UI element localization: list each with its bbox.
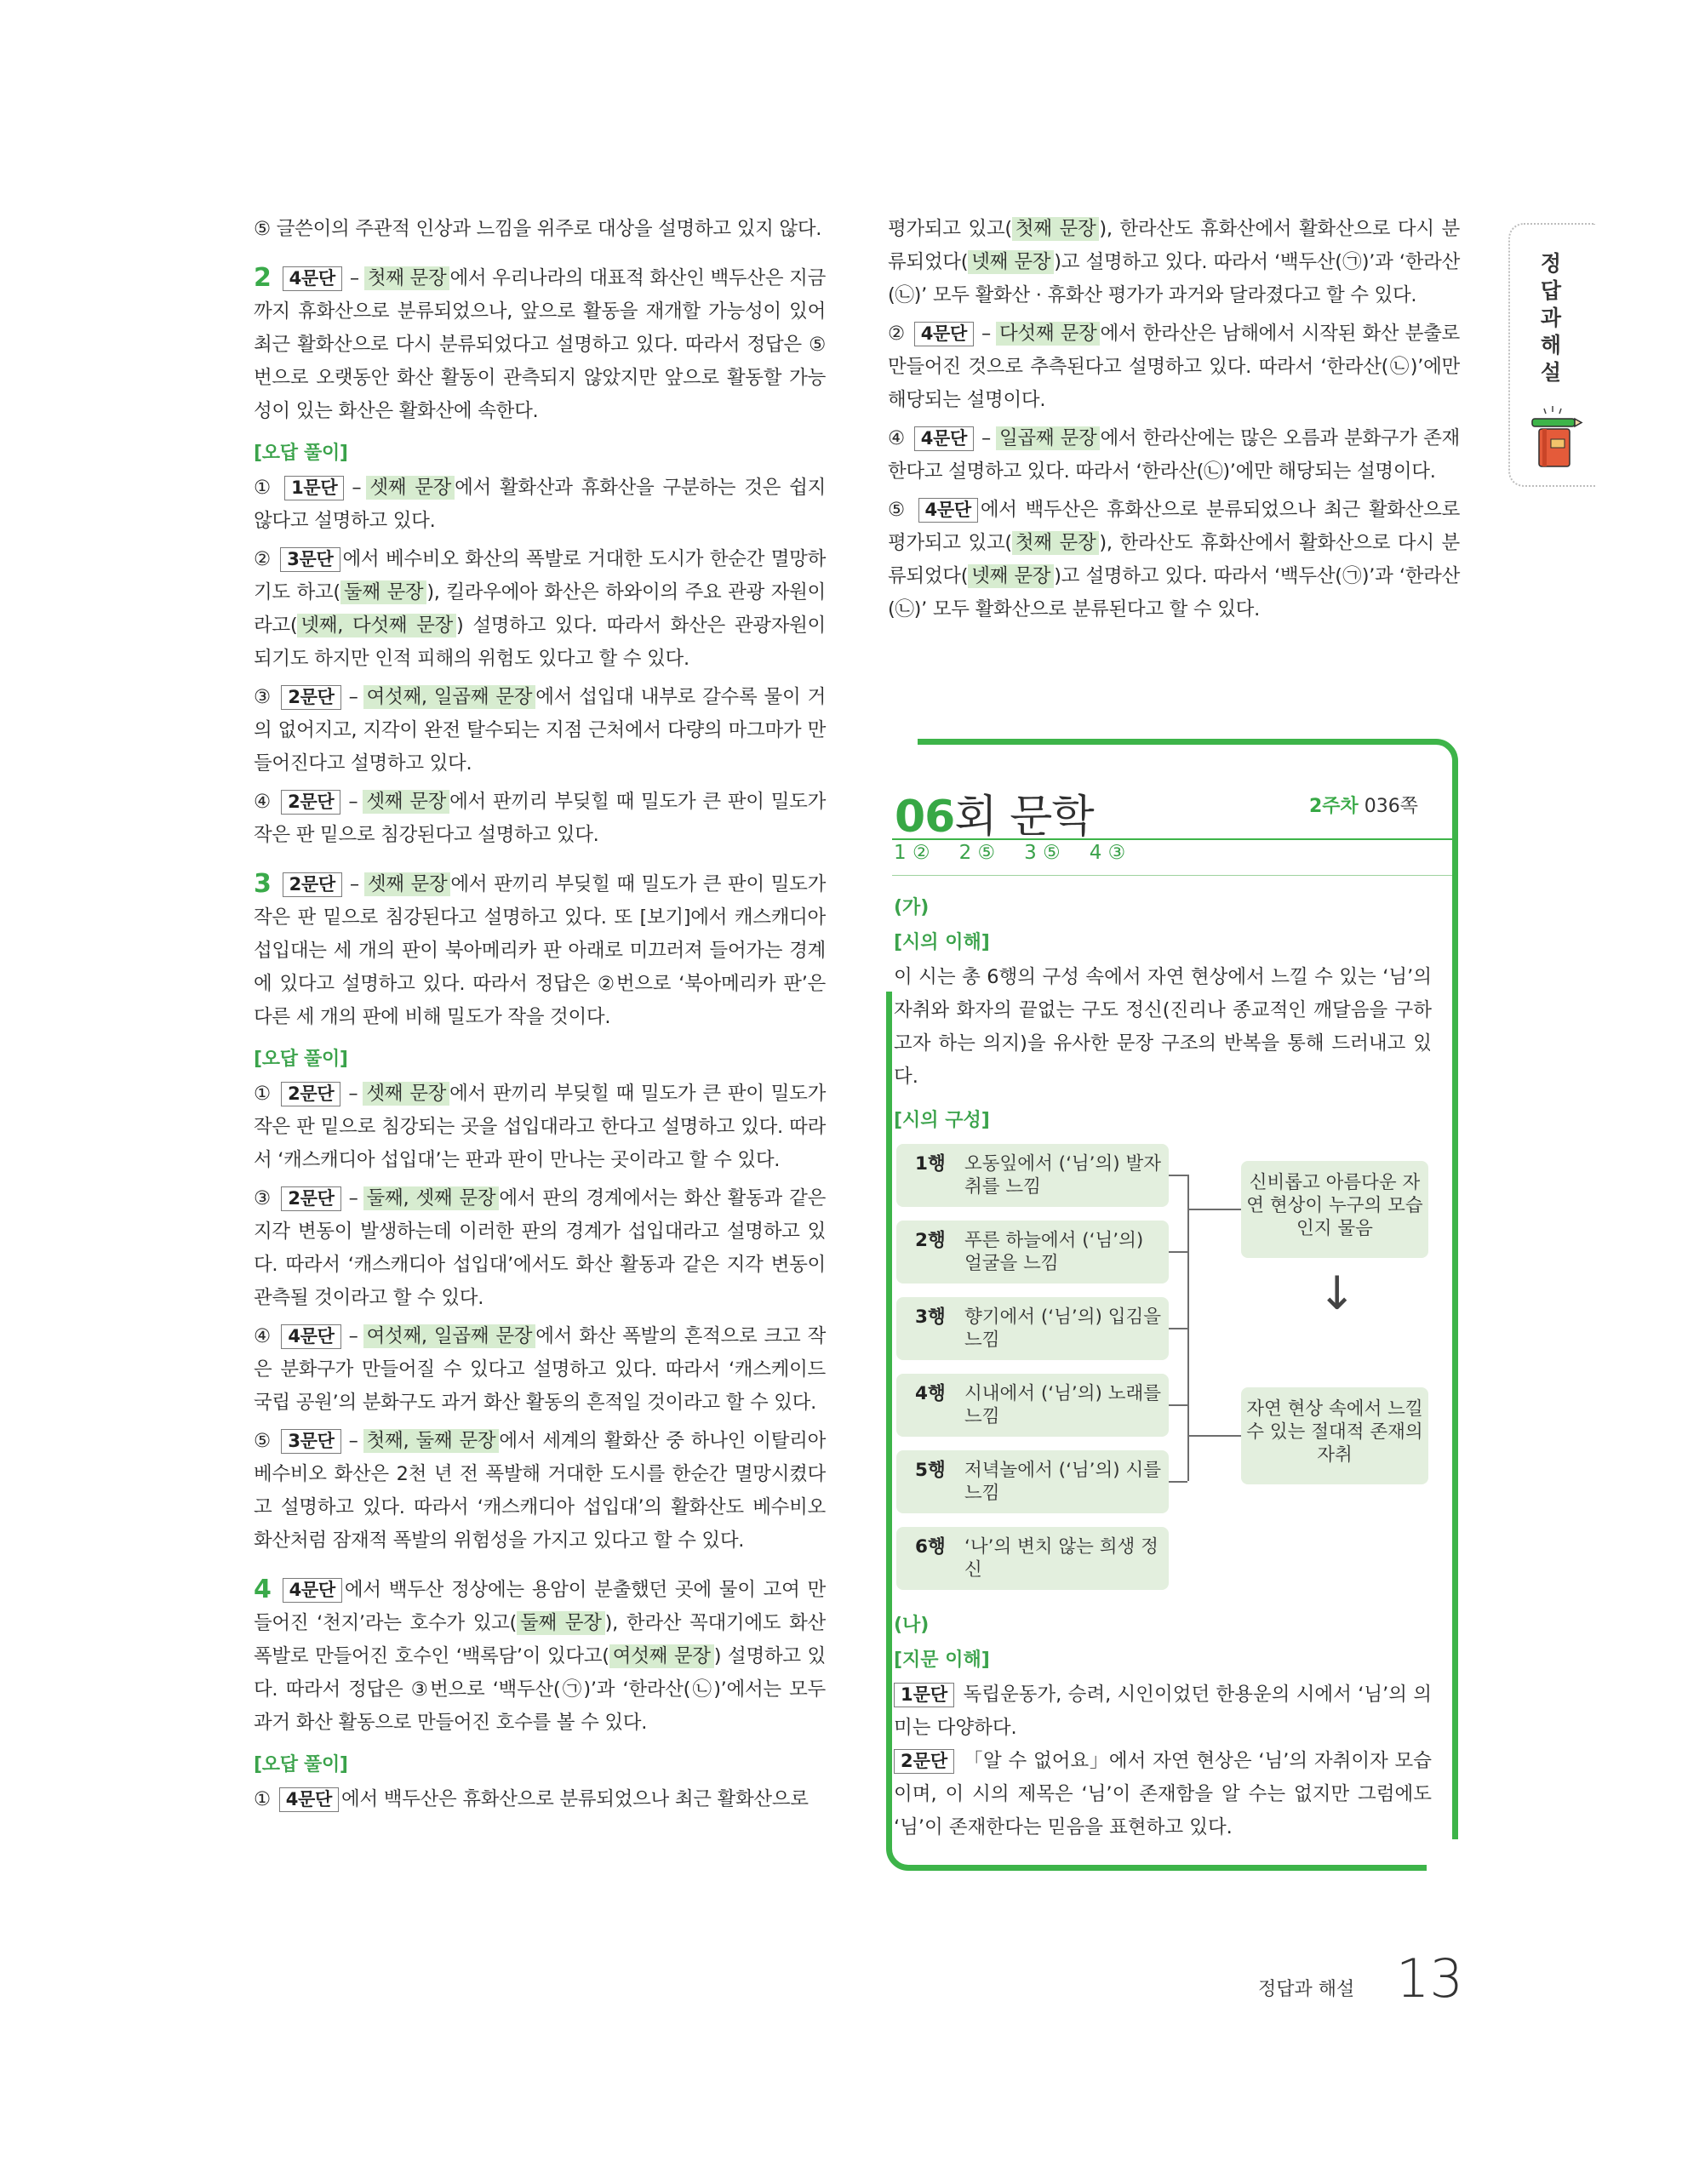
side-tab-label: 정답과해설	[1540, 251, 1562, 385]
section-side-tab	[1508, 223, 1595, 487]
q2-wrong-3: ③ 2문단 – 여섯째, 일곱째 문장 에서 섭입대 내부로 갈수록 물이 거의 없어지고, 지각이 완전 탈수되는 지점 근처에서 다량의 마그마가 만들어진다고 설명하고 있다.	[254, 686, 827, 775]
q3-wrong-4: ④ 4문단 – 여섯째, 일곱째 문장 에서 화산 폭발의 흔적으로 크고 작은 분화구가 만들어질 수 있다고 설명하고 있다. 따라서 ‘캐스케이드 국립 공원’의 분화구도 과거 화산 활동의 흔적일 것이라고 할 수 있다.	[254, 1325, 827, 1414]
q2-text: 에서 우리나라의 대표적 화산인 백두산은 지금까지 휴화산으로 분류되었으나, 앞으로 활동을 재개할 가능성이 있어 최근 활화산으로 다시 분류되었다고 설명하고 있다. 따라서 정답은 ⑤번으로 오랫동안 화산 활동이 관측되지 않았지만 앞으로 활동할 가능성이 있는 화산은 활화산에 속한다.	[254, 267, 827, 422]
paragraph-box: 4문단	[283, 266, 342, 291]
q4-number: 4	[254, 1575, 272, 1604]
q3-wrong-5: ⑤ 3문단 – 첫째, 둘째 문장 에서 세계의 활화산 중 하나인 이탈리아 베수비오 화산은 2천 년 전 폭발해 거대한 도시를 한순간 멸망시켰다고 설명하고 있다. 따라서 ‘캐스캐디아 섭입대’의 활화산도 베수비오 화산처럼 잠재적 폭발의 위험성을 가지고 있다고 할 수 있다.	[254, 1430, 826, 1552]
literature-answer-box	[886, 739, 1458, 1871]
passage-understanding-heading: [지문 이해]	[894, 1649, 990, 1671]
q3-wrong-3: ③ 2문단 – 둘째, 셋째 문장 에서 판의 경계에서는 화산 활동과 같은 지각 변동이 발생하는데 이러한 판의 경계가 섭입대라고 설명하고 있다. 따라서 ‘캐스캐디아 섭입대’에서도 화산 활동과 같은 지각 변동이 관측될 것이라고 할 수 있다.	[254, 1187, 826, 1309]
q4-wrong-2: ② 4문단 – 다섯째 문장 에서 한라산은 남해에서 시작된 화산 분출로 만들어진 것으로 추측된다고 설명하고 있다. 따라서 ‘한라산(㉡)’에만 해당되는 설명이다.	[888, 323, 1460, 411]
structure-row: 5행 저녁놀에서 (‘님’의) 시를 느낌	[896, 1450, 1169, 1513]
q4-wrong-1-continued: 평가되고 있고( 첫째 문장 ), 한라산도 휴화산에서 활화산으로 다시 분류되었다( 넷째 문장 )고 설명하고 있다. 따라서 ‘백두산(㉠)’과 ‘한라산(㉡)’ 모두 활화산 · 휴화산 평가가 과거와 달라졌다고 할 수 있다.	[888, 218, 1460, 306]
na-heading: (나)	[894, 1615, 930, 1636]
q2-number: 2	[254, 263, 272, 293]
q4-wrong-1: ① 4문단 에서 백두산은 휴화산으로 분류되었으나 최근 활화산으로	[254, 1788, 809, 1810]
structure-row: 3행 향기에서 (‘님’의) 입김을 느낌	[896, 1297, 1169, 1360]
conclusion-box-question: 신비롭고 아름다운 자연 현상이 누구의 모습인지 물음	[1241, 1161, 1428, 1258]
q2-answer: 2 4문단 – 첫째 문장 에서 우리나라의 대표적 화산인 백두산은 지금까지 휴화산으로 분류되었으나, 앞으로 활동을 재개할 가능성이 있어 최근 활화산으로 다시 분류되었다고 설명하고 있다. 따라서 정답은 ⑤번으로 오랫동안 화산 활동이 관측되지 않았지만 앞으로 활동할 가능성이 있는 화산은 활화산에 속한다.	[254, 263, 827, 422]
page-number: 13	[1396, 1947, 1463, 2010]
q1-option-5: ⑤ 글쓴이의 주관적 인상과 느낌을 위주로 대상을 설명하고 있지 않다.	[254, 218, 822, 240]
poem-understanding-text: 이 시는 총 6행의 구성 속에서 자연 현상에서 느낄 수 있는 ‘님’의 자취와 화자의 끝없는 구도 정신(진리나 종교적인 깨달음을 구하고자 하는 의지)을 유사한 문장 구조의 반복을 통해 드러내고 있다.	[894, 966, 1432, 1088]
answer-key-item: 1 ②	[894, 842, 930, 864]
q2-wrong-4: ④ 2문단 – 셋째 문장 에서 판끼리 부딪힐 때 밀도가 큰 판이 밀도가 작은 판 밑으로 침강된다고 설명하고 있다.	[254, 791, 827, 846]
divider	[892, 875, 1452, 876]
lit-title: 06회 문학	[895, 792, 1094, 843]
structure-row: 1행 오동잎에서 (‘님’의) 발자취를 느낌	[896, 1144, 1169, 1207]
literature-body	[894, 891, 1432, 1844]
book-pencil-icon	[1527, 403, 1583, 472]
left-column	[254, 213, 826, 1821]
structure-row: 2행 푸른 하늘에서 (‘님’의) 얼굴을 느낌	[896, 1221, 1169, 1284]
down-arrow-icon: ↓	[1318, 1266, 1357, 1320]
q4-wrong-5: ⑤ 4문단 에서 백두산은 휴화산으로 분류되었으나 최근 활화산으로 평가되고 있고( 첫째 문장 ), 한라산도 휴화산에서 활화산으로 다시 분류되었다( 넷째 문장 )고 설명하고 있다. 따라서 ‘백두산(㉠)’과 ‘한라산(㉡)’ 모두 활화산으로 분류된다고 할 수 있다.	[888, 499, 1461, 620]
sentence-highlight: 첫째 문장	[364, 266, 450, 290]
q2-wrong-1: ① 1문단 – 셋째 문장 에서 활화산과 휴화산을 구분하는 것은 쉽지 않다고 설명하고 있다.	[254, 477, 827, 532]
poem-structure-heading: [시의 구성]	[894, 1110, 990, 1131]
right-column	[888, 213, 1460, 632]
answer-key-item: 2 ⑤	[958, 842, 996, 864]
answer-key-row	[894, 842, 1154, 864]
passage-paragraph-2: 2문단 「알 수 없어요」에서 자연 현상은 ‘님’의 자취이자 모습이며, 이 시의 제목은 ‘님’이 존재함을 알 수는 없지만 그럼에도 ‘님’이 존재한다는 믿음을 표현하고 있다.	[894, 1750, 1433, 1838]
q2-wrong-2: ② 3문단 에서 베수비오 화산의 폭발로 거대한 도시가 한순간 멸망하기도 하고( 둘째 문장 ), 킬라우에아 화산은 하와이의 주요 관광 자원이라고( 넷째, 다섯째 문장 ) 설명하고 있다. 따라서 화산은 관광자원이 되기도 하지만 인적 피해의 위험도 있다고 할 수 있다.	[254, 548, 827, 670]
answer-key-item: 3 ⑤	[1024, 842, 1061, 864]
structure-row: 4행 시내에서 (‘님’의) 노래를 느낌	[896, 1374, 1169, 1437]
wrong-answer-heading: [오답 풀이]	[254, 443, 348, 464]
ga-heading: (가)	[894, 897, 930, 918]
q3-answer: 3 2문단 – 셋째 문장 에서 판끼리 부딪힐 때 밀도가 큰 판이 밀도가 작은 판 밑으로 침강된다고 설명하고 있다. 또 [보기]에서 캐스캐디아 섭입대는 세 개의 판이 북아메리카 판 아래로 미끄러져 들어가는 경계에 있다고 설명하고 있다. 따라서 정답은 ②번으로 ‘북아메리카 판’은 다른 세 개의 판에 비해 밀도가 작을 것이다.	[254, 869, 827, 1028]
q3-wrong-1: ① 2문단 – 셋째 문장 에서 판끼리 부딪힐 때 밀도가 큰 판이 밀도가 작은 판 밑으로 침강되는 곳을 섭입대라고 한다고 설명하고 있다. 따라서 ‘캐스캐디아 섭입대’는 판과 판이 만나는 곳이라고 할 수 있다.	[254, 1083, 827, 1171]
q3-number: 3	[254, 869, 272, 899]
wrong-answer-heading: [오답 풀이]	[254, 1049, 348, 1070]
poem-understanding-heading: [시의 이해]	[894, 932, 990, 953]
passage-paragraph-1: 1문단 독립운동가, 승려, 시인이었던 한용운의 시에서 ‘님’의 의미는 다양하다.	[894, 1684, 1432, 1739]
wrong-answer-heading: [오답 풀이]	[254, 1754, 348, 1775]
answer-key-item: 4 ③	[1089, 842, 1126, 864]
structure-row: 6행 ‘나’의 변치 않는 희생 정신	[896, 1527, 1169, 1590]
week-page-ref: 2주차 036쪽	[1308, 796, 1418, 817]
q4-wrong-4: ④ 4문단 – 일곱째 문장 에서 한라산에는 많은 오름과 분화구가 존재한다고 설명하고 있다. 따라서 ‘한라산(㉡)’에만 해당되는 설명이다.	[888, 427, 1460, 483]
footer-label: 정답과 해설	[1258, 1979, 1355, 2000]
q4-answer: 4 4문단 에서 백두산 정상에는 용암이 분출했던 곳에 물이 고여 만들어진 ‘천지’라는 호수가 있고( 둘째 문장 ), 한라산 꼭대기에도 화산 폭발로 만들어진 호수인 ‘백록담’이 있다고( 여섯째 문장 ) 설명하고 있다. 따라서 정답은 ③번으로 ‘백두산(㉠)’과 ‘한라산(㉡)’에서는 모두 과거 화산 활동으로 만들어진 호수를 볼 수 있다.	[254, 1575, 826, 1734]
conclusion-box-answer: 자연 현상 속에서 느낄 수 있는 절대적 존재의 자취	[1241, 1387, 1428, 1484]
poem-structure-diagram	[894, 1139, 1432, 1609]
divider	[892, 838, 1452, 840]
